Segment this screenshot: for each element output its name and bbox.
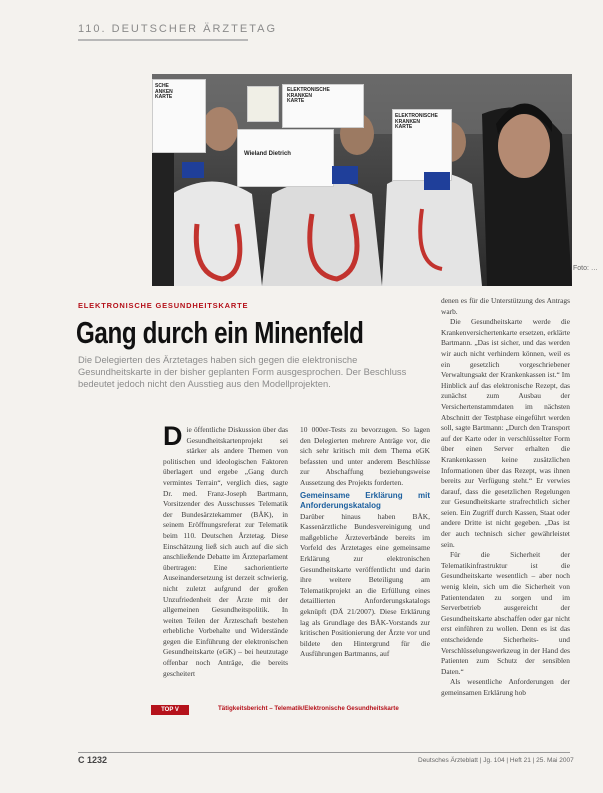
article-lead: Die Delegierten des Ärztetages haben sich gegen die elektronische Gesundheitskarte in der bisher geplanten Form ausgesprochen. Der Beschluss bedeutet jedoch nicht den Ausstieg aus den Modellprojekten. — [78, 354, 407, 390]
eu-flag-icon — [182, 162, 204, 178]
paragraph: Die Gesundheitskarte werde die Krankenversichertenkarte ersetzen, erklärte Bartmann. „Das ist sicher, und das werden wir auch nicht verhindern können, weil es ein gesetzlich vorgeschriebener Verwaltungsakt der Krankenkassen ist.“ Im Hinblick auf das elektronische Rezept, das zunächst zum Ausbau der Versichertenstammdaten im nächsten Abschnitt der Testphase eingeführt werden soll, sagte Bartmann: „Durch den Transport auf der Karte oder in verschlüsselter Form über einen Server erhalten die Krankenkassen keine zusätzlichen Informationen über das Rezept, was ihnen bereits zur Verfügung steht.“ Er verwies darauf, dass die gesetzlichen Regelungen zur Gesundheitskarte strafrechtlich sicher seien. Ein Zugriff durch Kassen, Staat oder andere Dritte ist nicht gegeben. „Das ist der auch technisch sicher gewährleistet sein. — [441, 317, 570, 549]
paragraph: denen es für die Unterstützung des Antrags warb. — [441, 296, 570, 316]
section-kicker: 110. DEUTSCHER ÄRZTETAG — [78, 23, 278, 35]
topic-label: Tätigkeitsbericht – Telematik/Elektronische Gesundheitskarte — [218, 705, 399, 712]
sign-text-middle: ELEKTRONISCHE KRANKEN KARTE — [287, 87, 330, 104]
plant-picture — [247, 86, 279, 122]
article-column-3 — [441, 296, 570, 699]
paragraph: 10 000er-Tests zu bevorzugen. So lagen den Delegierten mehrere Anträge vor, die sich sehr kritisch mit dem Thema eGK befassten und unter anderem Beschlüsse zur Abschaffung beziehungsweise Aussetzung des Projekts forderten. — [300, 425, 430, 487]
article-kicker: ELEKTRONISCHE GESUNDHEITSKARTE — [78, 301, 249, 310]
paragraph: Für die Sicherheit der Telematikinfrastruktur ist die Gesundheitskarte wesentlich – aber noch wenig klein, sich um die Sicherheit von Patientendaten zu sorgen und im Serverbetrieb ausgereicht der Gesundheitskarte abschaffen oder gar nicht erst einführen zu wollen. Denn es ist das entscheidende Sicherheits- und Verschlüsselungswerkzeug in der Hand des Patienten zum Schutz der sensiblen Daten.“ — [441, 550, 570, 676]
top-badge: TOP V — [151, 705, 189, 715]
nameplate-text: Wieland Dietrich — [244, 151, 291, 157]
article-photo — [152, 74, 572, 286]
paragraph: Darüber hinaus haben BÄK, Kassenärztliche Bundesvereinigung und maßgebliche Ärzteverbände bereits im Vorfeld des Ärztetages eine gemeinsame Erklärung zur elektronischen Gesundheitskarte veröffentlicht und darin ihre weitere Beteiligung am Telematikprojekt an die Erfüllung eines detaillierten Anforderungskatalogs geknüpft (DÄ 21/2007). Diese Erklärung lag als Grundlage des BÄK-Vorstands zur kritischen Positionierung der Ärzte vor und bildete den Hintergrund für die Ausführungen Bartmanns, auf — [300, 511, 430, 659]
footer-rule — [78, 752, 570, 753]
header-rule — [78, 39, 248, 41]
article-column-2 — [300, 425, 430, 660]
photo-credit: Foto: … — [573, 265, 598, 272]
eu-flag-icon — [424, 172, 450, 190]
article-column-1 — [163, 421, 288, 679]
article-headline: Gang durch ein Minenfeld — [76, 315, 364, 350]
sign-text-right: ELEKTRONISCHE KRANKEN KARTE — [395, 113, 438, 130]
paragraph: Als wesentliche Anforderungen der gemeinsamen Erklärung hob — [441, 677, 570, 697]
page-number: C 1232 — [78, 755, 108, 765]
sign-text-left: SCHE ANKEN KARTE — [155, 83, 173, 100]
article-subheading: Gemeinsame Erklärung mit Anforderungskatalog — [300, 490, 430, 510]
health-card-sign-center — [237, 129, 334, 187]
dropcap: D — [163, 421, 183, 451]
eu-flag-icon — [332, 166, 358, 184]
paragraph: ie öffentliche Diskussion über das Gesundheitskartenprojekt sei stärker als andere Themen von politischen und ideologischen Faktoren überlagert und ergebe „Gang durch vermintes Terrain“, verglich dies, sagte Dr. med. Franz-Joseph Bartmann, Vorsitzender des Ausschusses Telematik der Bundesärztekammer (BÄK), in seinem Eröffnungsreferat zur Telematik beim 110. Deutschen Ärztetag. Diese Einschätzung ließ sich auch auf die sich anschließende Debatte im Ärzteparlament übertragen: Eine sachorientierte Auseinandersetzung ist derzeit schwierig, nicht zuletzt aufgrund der großen Unzufriedenheit der Ärzte mit der allgemeinen Gesundheitspolitik. In weiten Teilen der Ärzteschaft bestehen erhebliche Vorbehalte und Widerstände gegen die Einführung der elektronischen Gesundheitskarte (eGK) – bei heutzutage offenbar noch Anträge, die bereits gescheitert — [163, 425, 288, 678]
journal-info: Deutsches Ärzteblatt | Jg. 104 | Heft 21 | 25. Mai 2007 — [418, 757, 574, 764]
